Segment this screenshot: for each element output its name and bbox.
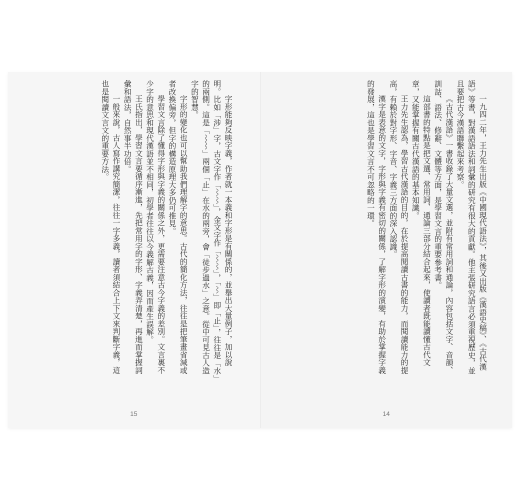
right-page: [261, 72, 513, 428]
right-page-text: [275, 80, 489, 380]
paragraph: 一九四二年，王力先生出版《中國現代語法》，其後又出版《漢語史稿》、《古代漢語》等書，對漢語語法和詞彙的研究有很大的貢獻。他主張研究語言必須重視歷史，並且要把古今漢語聯繫起來考察。: [456, 80, 488, 375]
paragraph: 王力先生認為，學習古代漢語的目的，在於提高閱讀古書的能力，而閱讀能力的提高，有賴於對字形、字音、字義三方面的深入認識。: [388, 80, 410, 375]
paragraph: 字形的變化也可以幫助我們理解字的意思。古代的簡化方法，往往是把筆畫省減或者改換偏旁，但字的構造原理大多仍可推見。: [167, 80, 189, 375]
left-page: [8, 72, 261, 428]
paragraph: 漢字是表意的文字，字形與字義有密切的關係，了解字形的演變，有助於掌握字義的發展，這也是學習文言不可忽略的一環。: [366, 80, 387, 375]
paragraph: 學習文言除了懂得字形與字義的關係之外，更需要注意古今字義的差別。文言裏不少字的意思和現代漢語並不相同，初學者往往以今義解古義，因而產生誤解。: [145, 80, 166, 375]
paragraph: 王氏指出，學習文言要循序漸進，先把常用字的字形、字義弄清楚，再進而掌握詞彙和語法，自然事半功倍。: [123, 80, 144, 375]
page-number-left: 15: [130, 411, 138, 418]
book-spread: [8, 72, 512, 428]
paragraph: 一般來說，古人寫作講究簡潔，往往一字多義，讀者須結合上下文來判斷字義，這也是閱讀文言文的重要方法。: [100, 80, 121, 375]
left-page-text: [44, 80, 234, 380]
paragraph: 《古代漢語》一書收錄了大量文選，並附有常用詞和通論，內容包括文字、音韻、訓詁、語法、修辭、文體等方面，是學習文言的重要參考書。: [433, 80, 454, 375]
paragraph: 字形能夠反映字義，作者就一本義和字形是有關係的，並舉出大量例子，加以說明。比如「涉」字，古文字作「⌇⌇」，金文字作「⌇⌇」，「⌇」即「止」，往往是「水」的兩側。這是「⌇⌇」兩個「止」在水的兩旁，會「徒步過水」之意。從中可見古人造字的智慧。: [190, 80, 233, 379]
paragraph: 這部書的特點是把文選、常用詞、通論三部分結合起來，使讀者既能讀懂古代文章，又能掌握有關古代漢語的基本知識。: [411, 80, 432, 367]
page-number-right: 14: [382, 411, 390, 418]
